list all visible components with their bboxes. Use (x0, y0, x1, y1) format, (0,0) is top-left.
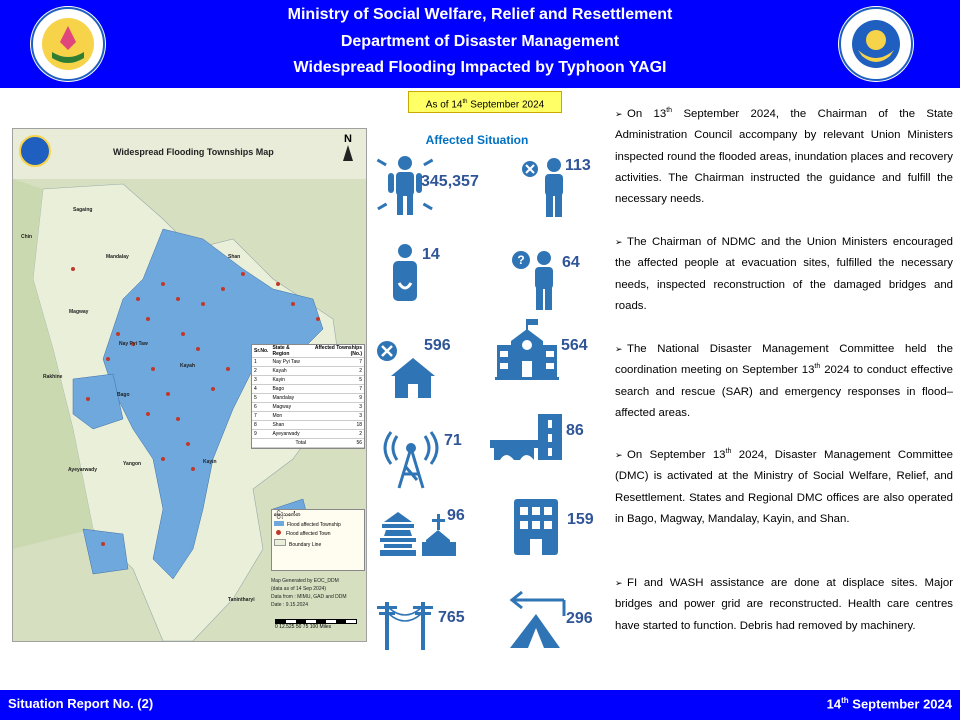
power-pole-count: 765 (438, 609, 465, 626)
table-cell: 2 (308, 367, 364, 376)
table-row (252, 430, 364, 439)
credit-line: Data from : MIMU, GAD and DDM (271, 594, 347, 600)
table-cell: 2 (308, 430, 364, 439)
as-of-prefix: As of 14 (425, 99, 463, 111)
map-legend (271, 509, 365, 571)
arrow-bullet-icon: ➢ (615, 344, 623, 354)
table-row (252, 385, 364, 394)
table-cell: 1 (252, 358, 270, 367)
office-count: 159 (567, 511, 594, 528)
table-cell: 5 (308, 376, 364, 385)
paragraph-text: On 13 (627, 108, 667, 120)
arrow-bullet-icon: ➢ (615, 578, 623, 588)
table-row (252, 367, 364, 376)
affected-people-count: 345,357 (421, 173, 479, 190)
header-line-1: Ministry of Social Welfare, Relief and Resettlement (287, 6, 673, 23)
label-nay-pyi-taw: Nay Pyi Taw (119, 341, 148, 347)
evacuation-site-count: 296 (566, 610, 593, 627)
table-row (252, 412, 364, 421)
table-total-row (252, 439, 364, 448)
paragraph-text: The Chairman of NDMC and the Union Ministers encouraged the affected people at evacuation sites, fulfilled the necessary needs, inspected reconstruction of the damaged bridges and roads. (615, 236, 953, 312)
footer-date-rest: September 2024 (848, 696, 952, 712)
label-magway: Magway (69, 309, 89, 315)
table-cell: Nay Pyi Taw (270, 358, 308, 367)
affected-situation-title: Affected Situation (425, 133, 529, 147)
label-mandalay: Mandalay (106, 254, 129, 260)
paragraph-text: September 2024, the Chairman of the State Administration Council accompany by relevant Union Ministers inspected round the flooded areas, inundation places and recovery activities. The Chairman instructed the guidance and fulfill the necessary needs. (615, 108, 953, 206)
telecom-tower-count: 71 (444, 432, 462, 449)
table-cell: 3 (308, 412, 364, 421)
paragraph-text: 2024 to conduct effective search and rescue (SAR) and emergency responses in flood–affected areas. (615, 364, 953, 419)
table-cell: 7 (252, 412, 270, 421)
table-row (252, 394, 364, 403)
table-header-state: State & Region (270, 345, 308, 358)
header-bar (0, 0, 960, 88)
paragraph-sup: th (725, 448, 732, 456)
credit-line: Date : 9.15.2024 (271, 602, 308, 608)
flood-town-dot-icon (276, 530, 281, 535)
scale-label: 0 12.525 50 75 100 (275, 624, 319, 630)
table-total-label: Total (270, 439, 308, 448)
label-kayin: Kayin (203, 459, 217, 465)
table-cell: 8 (252, 421, 270, 430)
scale-unit: Miles (319, 624, 332, 630)
table-cell: 7 (308, 358, 364, 367)
table-cell: Mandalay (270, 394, 308, 403)
legend-label: Flood affected Township (287, 522, 341, 528)
injured-icon (385, 243, 425, 303)
table-cell: 3 (252, 376, 270, 385)
legend-item (274, 530, 362, 537)
arrow-bullet-icon: ➢ (615, 450, 623, 460)
report-paragraph-4 (615, 445, 953, 530)
power-pole-icon (375, 598, 437, 650)
table-row (252, 358, 364, 367)
label-tanintharyi: Tanintharyi (228, 597, 255, 603)
table-cell: 2 (252, 367, 270, 376)
table-cell: 9 (252, 430, 270, 439)
evacuation-site-icon (504, 588, 570, 650)
table-cell: 4 (252, 385, 270, 394)
bridge-road-count: 86 (566, 422, 584, 439)
report-paragraph-2 (615, 232, 953, 317)
religious-building-count: 96 (447, 507, 465, 524)
table-header-count: Affected Townships (No.) (308, 345, 364, 358)
arrow-bullet-icon: ➢ (615, 109, 623, 119)
missing-icon (510, 248, 560, 312)
legend-label: Boundary Line (289, 542, 322, 548)
map-north-arrow (343, 133, 353, 161)
paragraph-text: The National Disaster Management Committee held the coordination meeting on September 13 (615, 343, 953, 377)
death-count: 113 (565, 157, 591, 174)
table-cell: Kayah (270, 367, 308, 376)
legend-item (274, 521, 362, 528)
footer-date-sup: th (841, 696, 849, 705)
table-cell: Magway (270, 403, 308, 412)
paragraph-text: 2024, Disaster Management Committee (DMC) is activated at the Ministry of Social Welfare, Relief, and Resettlement. States and Regional DMC offices are also operated in Bago, Magway, Mandalay, Kayin, and Shan. (615, 449, 953, 525)
label-shan: Shan (228, 254, 241, 260)
credit-line: Map Generated by EOC_DDM (271, 578, 339, 584)
label-kayah: Kayah (180, 363, 196, 369)
table-cell: Bago (270, 385, 308, 394)
school-icon (495, 317, 559, 381)
label-rakhine: Rakhine (43, 374, 63, 380)
bridge-road-icon (490, 412, 566, 462)
table-header-row (252, 345, 364, 358)
credit-line: (data as of 14 Sep 2024) (271, 586, 327, 592)
paragraph-text: FI and WASH assistance are done at displace sites. Major bridges and power grid are reconstructed. Health care centres have started to function. Debris had removed by machinery. (615, 577, 953, 632)
table-cell: 9 (308, 394, 364, 403)
table-cell: 18 (308, 421, 364, 430)
footer-date-day: 14 (826, 696, 842, 712)
arrow-bullet-icon: ➢ (615, 237, 623, 247)
boundary-line-swatch (274, 539, 286, 546)
map-ddm-logo (19, 135, 51, 167)
map-scale-bar (275, 619, 357, 630)
table-cell: 7 (308, 385, 364, 394)
school-count: 564 (561, 337, 588, 354)
flood-township-swatch (274, 521, 284, 526)
paragraph-sup: th (814, 363, 821, 371)
table-cell: Shan (270, 421, 308, 430)
map-credits (271, 577, 347, 609)
table-cell: 6 (252, 403, 270, 412)
paragraph-sup: th (666, 107, 673, 115)
office-building-icon (512, 497, 560, 557)
death-icon (518, 155, 568, 219)
footer-date (827, 696, 952, 711)
table-row (252, 376, 364, 385)
ddm-logo (838, 6, 914, 82)
label-chin: Chin (21, 234, 33, 240)
header-line-2: Department of Disaster Management (340, 33, 620, 50)
label-bago: Bago (117, 392, 130, 398)
table-total-value: 56 (308, 439, 364, 448)
report-paragraph-1 (615, 104, 953, 210)
table-row (252, 403, 364, 412)
header-line-3: Widespread Flooding Impacted by Typhoon YAGI (293, 59, 667, 76)
telecom-tower-icon (383, 428, 439, 490)
house-count: 596 (424, 337, 451, 354)
as-of-suffix: September 2024 (467, 99, 545, 111)
missing-count: 64 (562, 254, 580, 271)
label-ayeyarwady: Ayeyarwady (68, 467, 97, 473)
injured-count: 14 (422, 246, 440, 263)
report-paragraph-5 (615, 573, 953, 637)
affected-townships-table (251, 344, 365, 449)
map-title: Widespread Flooding Townships Map (113, 147, 274, 157)
paragraph-text: On September 13 (627, 449, 726, 461)
flood-townships-map (12, 128, 367, 642)
label-yangon: Yangon (123, 461, 142, 467)
table-cell: 3 (308, 403, 364, 412)
situation-report-number: Situation Report No. (2) (8, 696, 154, 711)
footer-bar (0, 690, 960, 720)
report-paragraph-3 (615, 339, 953, 424)
table-cell: Kayin (270, 376, 308, 385)
label-sagaing: Sagaing (73, 207, 93, 213)
table-row (252, 421, 364, 430)
svg-text:?: ? (517, 253, 525, 267)
table-header-srno: Sr.No. (252, 345, 270, 358)
table-cell: 5 (252, 394, 270, 403)
as-of-sup: th (462, 99, 468, 105)
legend-label: Flood affected Town (286, 531, 331, 537)
table-cell: Ayeyarwady (270, 430, 308, 439)
table-cell: Mon (270, 412, 308, 421)
legend-item (274, 539, 362, 548)
legend-title: မြေပုံသင်္ကေတ (274, 512, 301, 518)
north-label: N (344, 133, 352, 145)
as-of-date-banner (408, 91, 562, 113)
